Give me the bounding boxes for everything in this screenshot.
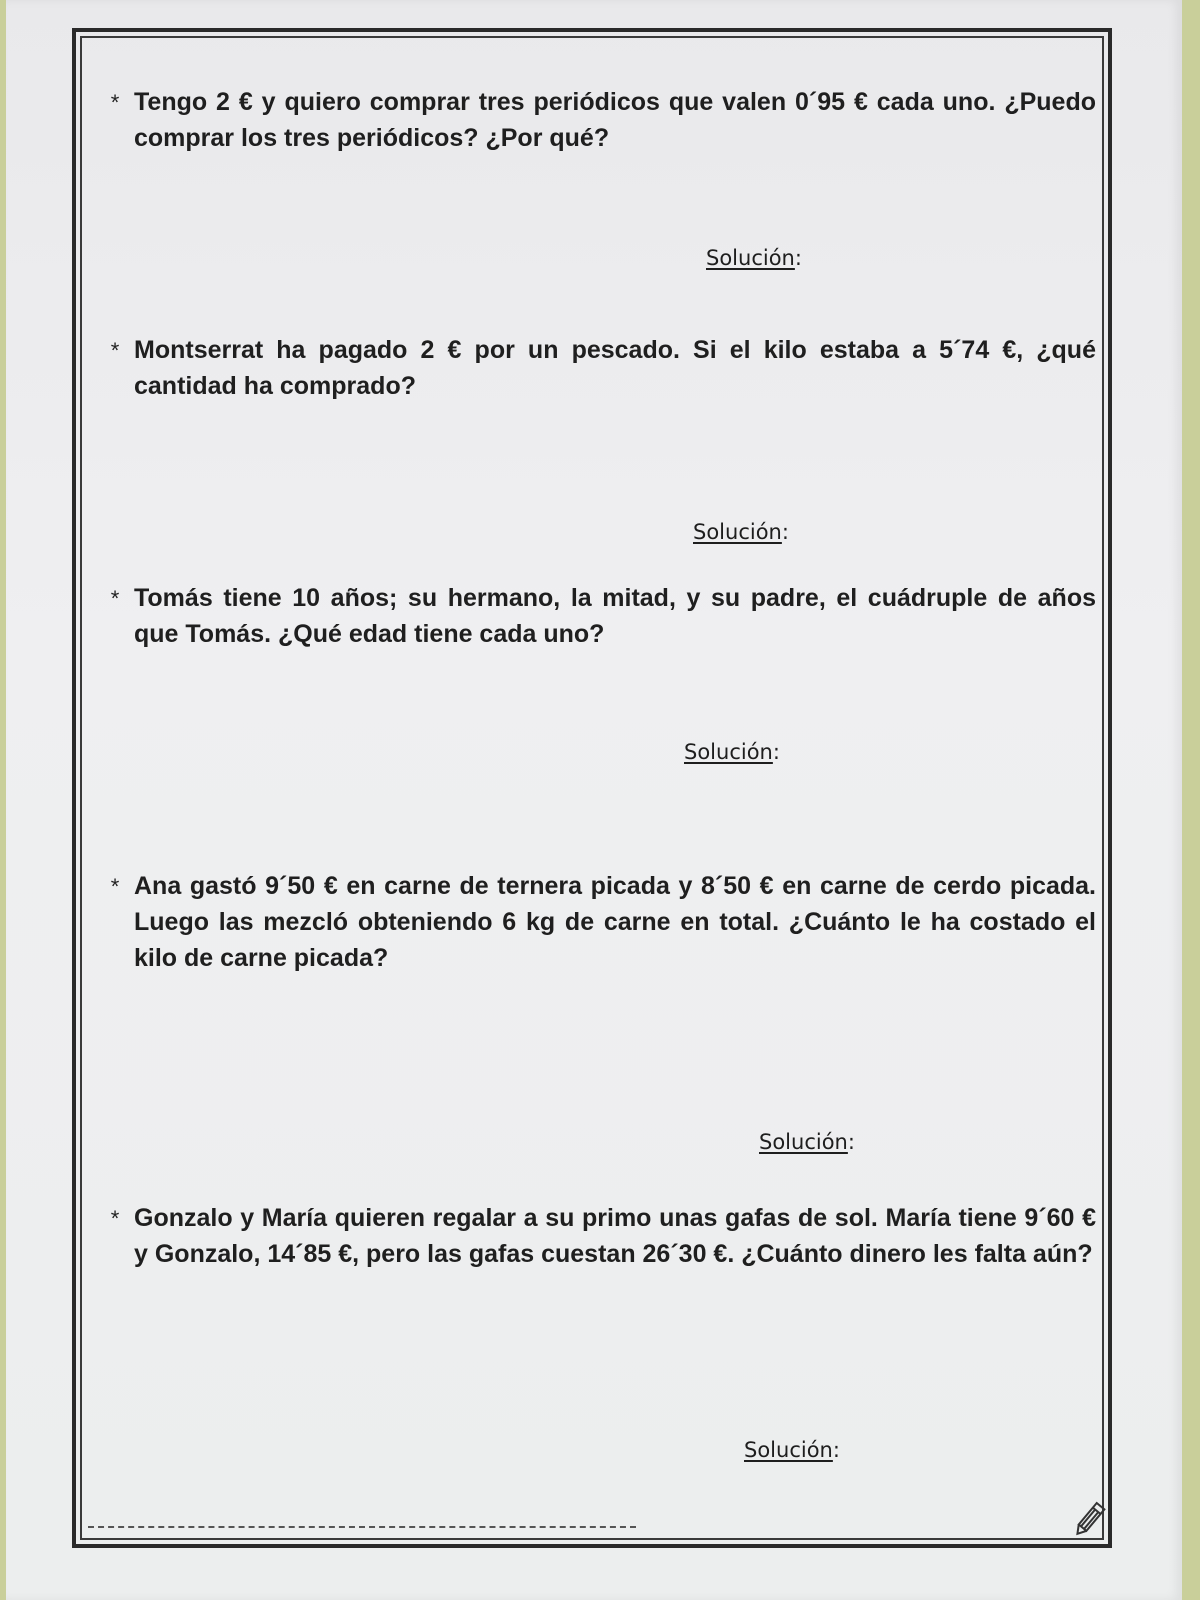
solution-word: Solución: [706, 246, 795, 270]
bullet-asterisk: *: [110, 586, 120, 611]
bullet-asterisk: *: [110, 874, 120, 899]
solution-label-3: [684, 740, 780, 764]
solution-label-4: [759, 1130, 855, 1154]
problem-text: Montserrat ha pagado 2 € por un pescado. Si el kilo estaba a 5´74 €, ¿qué cantidad ha comprado?: [134, 336, 1096, 400]
problem-text: Gonzalo y María quieren regalar a su primo unas gafas de sol. María tiene 9´60 € y Gonzalo, 14´85 €, pero las gafas cuestan 26´30 €. ¿Cuánto dinero les falta aún?: [134, 1204, 1096, 1268]
problem-text: Tomás tiene 10 años; su hermano, la mitad, y su padre, el cuádruple de años que Tomás. ¿Qué edad tiene cada uno?: [134, 584, 1096, 648]
pencil-icon: [1072, 1500, 1106, 1545]
solution-word: Solución: [684, 740, 773, 764]
solution-colon: :: [794, 246, 802, 270]
solution-label-5: [744, 1438, 840, 1462]
solution-word: Solución: [693, 520, 782, 544]
bullet-asterisk: *: [110, 90, 120, 115]
problem-2: [96, 332, 1096, 404]
problem-4: [96, 868, 1096, 976]
solution-colon: :: [772, 740, 780, 764]
solution-colon: :: [781, 520, 789, 544]
problem-5: [96, 1200, 1096, 1272]
solution-label-2: [693, 520, 789, 544]
dashed-divider: [88, 1526, 636, 1528]
bullet-asterisk: *: [110, 338, 120, 363]
solution-colon: :: [847, 1130, 855, 1154]
problem-text: Tengo 2 € y quiero comprar tres periódicos que valen 0´95 € cada uno. ¿Puedo comprar los tres periódicos? ¿Por qué?: [134, 88, 1096, 152]
solution-word: Solución: [744, 1438, 833, 1462]
page-border-inner: [80, 36, 1104, 1540]
problem-1: [96, 84, 1096, 156]
solution-word: Solución: [759, 1130, 848, 1154]
solution-label-1: [706, 246, 802, 270]
solution-colon: :: [832, 1438, 840, 1462]
problem-3: [96, 580, 1096, 652]
bullet-asterisk: *: [110, 1206, 120, 1231]
problem-text: Ana gastó 9´50 € en carne de ternera picada y 8´50 € en carne de cerdo picada. Luego las mezcló obteniendo 6 kg de carne en total. ¿Cuánto le ha costado el kilo de carne picada?: [134, 872, 1096, 972]
